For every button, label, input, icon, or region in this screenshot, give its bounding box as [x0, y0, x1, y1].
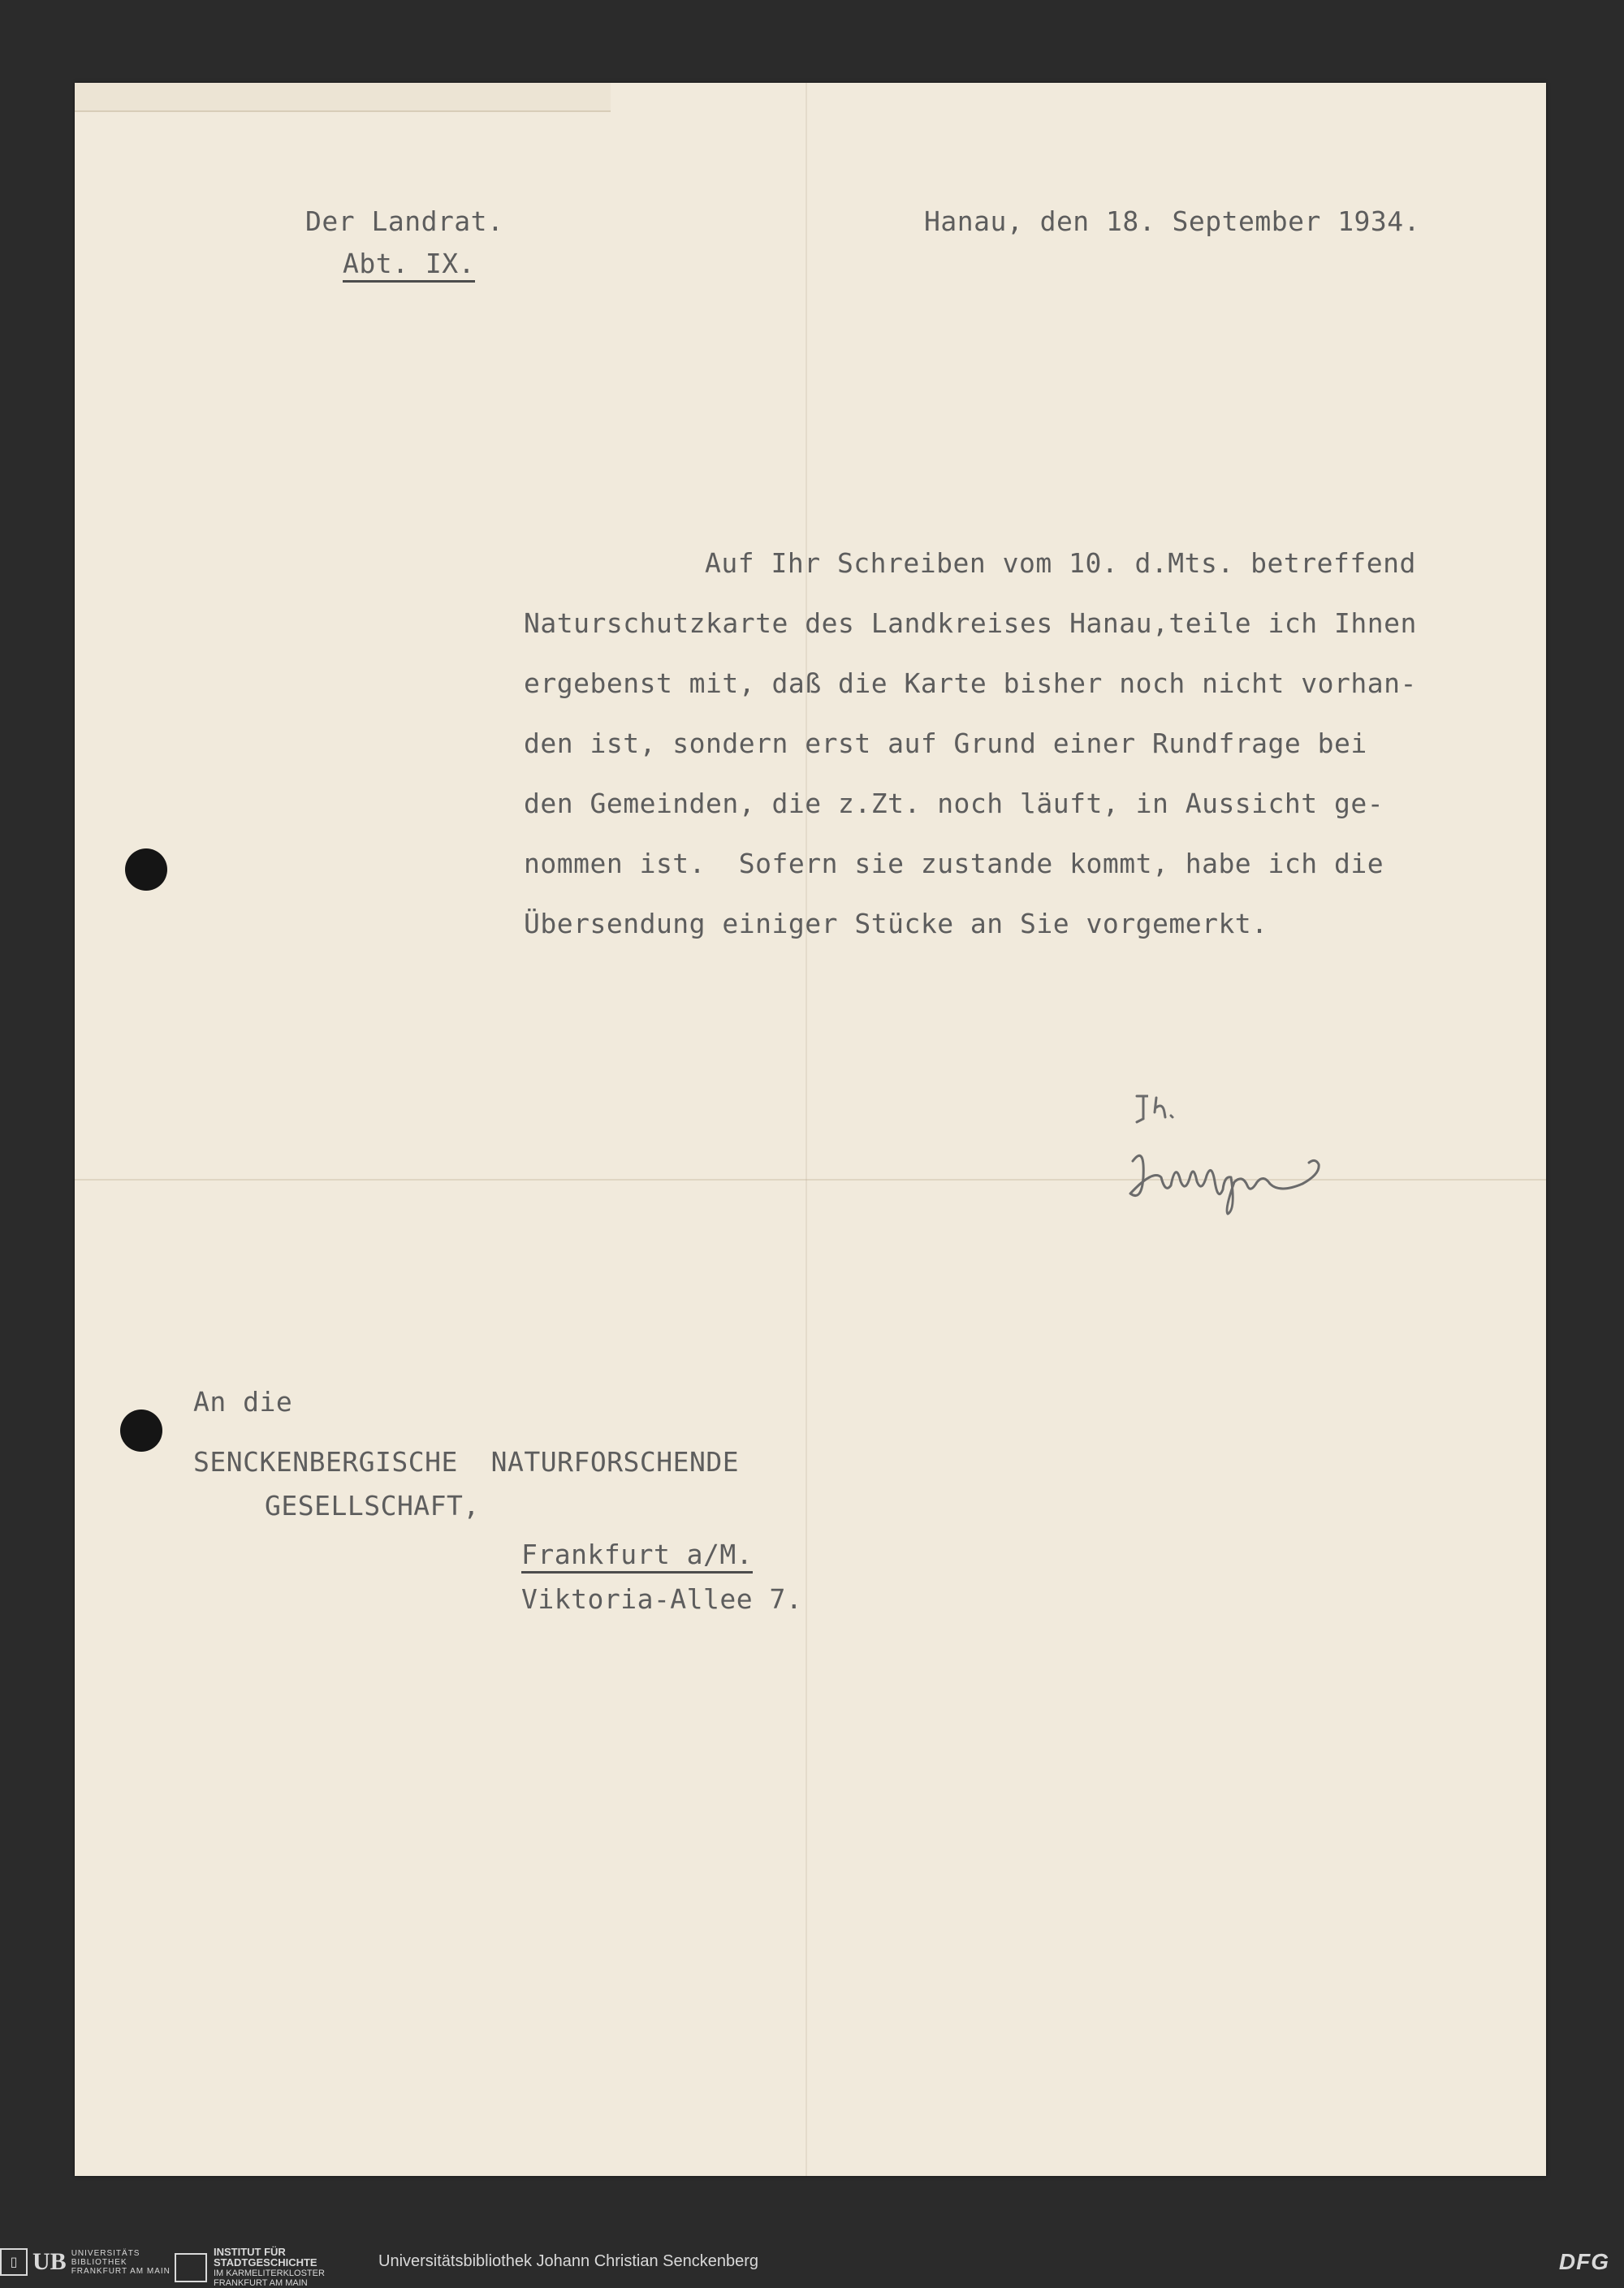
recipient-city: Frankfurt a/M. — [521, 1541, 753, 1574]
institute-logo — [175, 2247, 325, 2288]
recipient-name-line2: GESELLSCHAFT, — [265, 1490, 480, 1522]
torn-edge — [75, 83, 611, 112]
ub-logo-small-text: UNIVERSITÄTS BIBLIOTHEK FRANKFURT AM MAIN — [71, 2248, 171, 2276]
body-line-3: ergebenst mit, daß die Karte bisher noch nicht vorhan- — [524, 667, 1417, 699]
body-line-6: nommen ist. Sofern sie zustande kommt, habe ich die — [524, 848, 1384, 879]
footer-caption: Universitätsbibliothek Johann Christian Senckenberg — [378, 2252, 759, 2270]
body-line-2: Naturschutzkarte des Landkreises Hanau,teile ich Ihnen — [524, 607, 1417, 639]
ub-logo-icon: ▯ — [0, 2248, 28, 2276]
footer-bar — [0, 2238, 1624, 2286]
ub-logo — [0, 2247, 171, 2277]
sender-line: Der Landrat. — [305, 205, 504, 237]
ub-logo-text: UB — [32, 2248, 67, 2275]
body-line-1: Auf Ihr Schreiben vom 10. d.Mts. betreffend — [705, 547, 1416, 579]
recipient-salutation: An die — [193, 1386, 293, 1418]
body-line-4: den ist, sondern erst auf Grund einer Rundfrage bei — [524, 727, 1367, 759]
institute-building-icon — [175, 2253, 207, 2282]
dfg-logo: DFG — [1558, 2249, 1609, 2274]
body-line-7: Übersendung einiger Stücke an Sie vorgemerkt. — [524, 908, 1268, 939]
recipient-name-line1: SENCKENBERGISCHE NATURFORSCHENDE — [193, 1446, 740, 1478]
recipient-street: Viktoria-Allee 7. — [521, 1583, 803, 1615]
punch-hole-lower — [120, 1409, 162, 1452]
place-date-line: Hanau, den 18. September 1934. — [924, 205, 1421, 237]
handwritten-signature — [1121, 1080, 1380, 1267]
department-line: Abt. IX. — [343, 250, 475, 283]
body-line-5: den Gemeinden, die z.Zt. noch läuft, in Aussicht ge- — [524, 788, 1384, 819]
punch-hole-upper — [125, 848, 167, 891]
institute-logo-text: INSTITUT FÜR STADTGESCHICHTE IM KARMELITERKLOSTER FRANKFURT AM MAIN — [214, 2246, 325, 2288]
